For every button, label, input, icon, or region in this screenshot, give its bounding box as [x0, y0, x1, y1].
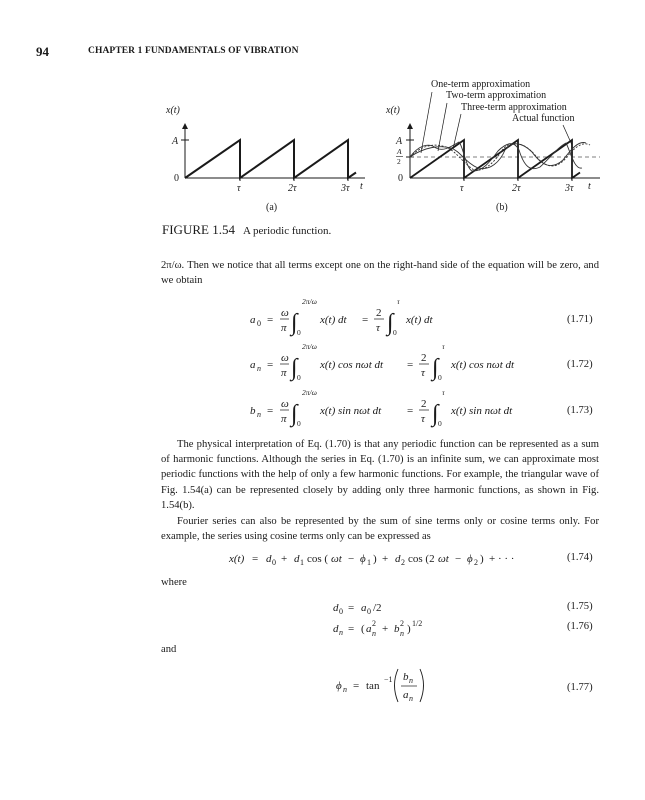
svg-text:ω: ω: [281, 398, 289, 410]
panel-b-tick-tau: τ: [460, 183, 464, 194]
svg-text:ϕ: ϕ: [360, 553, 366, 565]
panel-a-label: (a): [266, 202, 278, 213]
equations-175-176: [0, 596, 645, 646]
svg-text:2: 2: [421, 398, 427, 410]
svg-text:n: n: [257, 410, 261, 419]
svg-text:1: 1: [300, 558, 304, 567]
chapter-header: CHAPTER 1 FUNDAMENTALS OF VIBRATION: [88, 46, 299, 56]
svg-text:0: 0: [339, 607, 343, 616]
svg-text:n: n: [409, 676, 413, 685]
panel-b-tick-half-den: 2: [397, 157, 401, 166]
svg-text:): ): [373, 553, 377, 565]
panel-b-y-label: x(t): [386, 105, 400, 116]
eq-number-172: (1.72): [567, 359, 593, 370]
eq-number-176: (1.76): [567, 621, 593, 632]
svg-text:0: 0: [297, 373, 301, 382]
svg-text:∫: ∫: [291, 355, 298, 381]
svg-text:=: =: [407, 405, 414, 417]
svg-text:n: n: [343, 685, 347, 694]
equation-177: [0, 660, 645, 710]
panel-a-tick-tau: τ: [237, 183, 241, 194]
svg-text:x(t) cos nωt dt: x(t) cos nωt dt: [320, 359, 384, 371]
paragraph-interpretation: The physical interpretation of Eq. (1.70) is that any periodic function can be represented as a sum of harmonic functions. Although the series in Eq. (1.70) is an infinite sum, we can approximate most periodic functions with the help of only a few harmonic functions. For example, the triangular wave of Fig. 1.54(a) can be represented closely by adding only three harmonic functions, as shown in Fig. 1.54(b).: [161, 439, 599, 511]
annotation-three-term: Three-term approximation: [461, 102, 567, 113]
svg-text:=: =: [348, 602, 355, 614]
panel-b-tick-2tau: 2τ: [512, 183, 521, 194]
where-label: where: [161, 577, 187, 588]
svg-text:a: a: [250, 359, 256, 371]
svg-text:=: =: [252, 553, 259, 565]
svg-text:ωt: ωt: [438, 553, 449, 565]
svg-text:n: n: [339, 628, 343, 637]
panel-a-y-label: x(t): [166, 105, 180, 116]
svg-text:=: =: [353, 680, 360, 692]
svg-text:0: 0: [257, 319, 261, 328]
svg-text:1: 1: [367, 558, 371, 567]
and-label: and: [161, 644, 177, 655]
svg-text:0: 0: [272, 558, 276, 567]
panel-b: [385, 79, 600, 213]
svg-text:τ: τ: [397, 297, 400, 306]
svg-text:0: 0: [438, 373, 442, 382]
panel-a-tick-a: A: [172, 136, 179, 147]
svg-text:0: 0: [438, 419, 442, 428]
svg-text:=: =: [407, 359, 414, 371]
equations-171-173: [0, 290, 645, 430]
svg-text:x(t) dt: x(t) dt: [320, 314, 347, 326]
eq-number-173: (1.73): [567, 405, 593, 416]
svg-text:π: π: [281, 413, 287, 425]
svg-text:tan: tan: [366, 680, 380, 692]
svg-text:n: n: [400, 629, 404, 638]
svg-text:0: 0: [297, 328, 301, 337]
svg-text:2π/ω: 2π/ω: [302, 388, 317, 397]
svg-text:τ: τ: [421, 367, 425, 379]
svg-text:ωt: ωt: [331, 553, 342, 565]
panel-b-tick-0: 0: [398, 173, 403, 184]
svg-text:x(t) dt: x(t) dt: [406, 314, 433, 326]
panel-a-tick-2tau: 2τ: [288, 183, 297, 194]
panel-a-tick-3tau: 3τ: [341, 183, 350, 194]
svg-text:−: −: [348, 553, 355, 565]
svg-text:=: =: [348, 623, 355, 635]
intro-paragraph: 2π/ω. Then we notice that all terms except one on the right-hand side of the equation will be zero, and we obtain: [161, 260, 599, 287]
equation-174: [0, 545, 645, 575]
svg-text:τ: τ: [376, 322, 380, 334]
panel-b-tick-3tau: 3τ: [565, 183, 574, 194]
svg-text:−1: −1: [384, 675, 393, 684]
svg-text:x(t) sin nωt dt: x(t) sin nωt dt: [320, 405, 382, 417]
annotation-actual: Actual function: [512, 113, 575, 124]
panel-a-x-label: t: [360, 181, 363, 192]
annotation-one-term: One-term approximation: [431, 79, 531, 90]
svg-text:2π/ω: 2π/ω: [302, 342, 317, 351]
svg-text:∫: ∫: [387, 310, 394, 336]
svg-text:2: 2: [372, 619, 376, 628]
svg-text:a: a: [366, 623, 372, 635]
svg-text:): ): [407, 623, 411, 635]
eq-number-171: (1.71): [567, 314, 593, 325]
eq-number-177: (1.77): [567, 682, 593, 693]
svg-text:τ: τ: [421, 413, 425, 425]
svg-text:d: d: [333, 602, 339, 614]
svg-text:d: d: [395, 553, 401, 565]
svg-text:τ: τ: [442, 342, 445, 351]
panel-b-label: (b): [496, 202, 508, 213]
panel-a-tick-0: 0: [174, 173, 179, 184]
svg-text:2π/ω: 2π/ω: [302, 297, 317, 306]
svg-text:∫: ∫: [432, 355, 439, 381]
svg-text:=: =: [267, 405, 274, 417]
svg-text:ϕ: ϕ: [467, 553, 473, 565]
svg-text:x(t) cos nωt dt: x(t) cos nωt dt: [451, 359, 515, 371]
svg-text:∫: ∫: [291, 401, 298, 427]
svg-text:=: =: [267, 359, 274, 371]
page-number: 94: [36, 44, 49, 59]
svg-text:n: n: [409, 694, 413, 703]
svg-text:/2: /2: [373, 602, 382, 614]
svg-text:a: a: [403, 689, 409, 701]
svg-text:+: +: [382, 553, 389, 565]
svg-text:π: π: [281, 367, 287, 379]
svg-text:b: b: [394, 623, 400, 635]
annotation-two-term: Two-term approximation: [446, 90, 547, 101]
svg-text:d: d: [333, 623, 339, 635]
svg-text:2: 2: [400, 619, 404, 628]
svg-text:2: 2: [401, 558, 405, 567]
eq-number-174: (1.74): [567, 552, 593, 563]
svg-text:2: 2: [376, 307, 382, 319]
svg-text:a: a: [361, 602, 367, 614]
svg-text:0: 0: [297, 419, 301, 428]
eq-number-175: (1.75): [567, 601, 593, 612]
svg-text:∫: ∫: [432, 401, 439, 427]
svg-text:cos (: cos (: [307, 553, 329, 565]
svg-text:+ · · ·: + · · ·: [489, 553, 515, 565]
panel-b-x-label: t: [588, 181, 591, 192]
svg-text:0: 0: [367, 607, 371, 616]
svg-text:d: d: [266, 553, 272, 565]
svg-text:+: +: [382, 623, 389, 635]
figure-1-54: [0, 0, 645, 240]
svg-text:1/2: 1/2: [412, 619, 423, 628]
panel-b-tick-half-num: A: [397, 147, 402, 156]
figure-label: FIGURE 1.54: [162, 222, 235, 237]
svg-text:n: n: [372, 629, 376, 638]
svg-text:x(t): x(t): [229, 553, 245, 565]
panel-b-tick-a: A: [396, 136, 403, 147]
svg-text:=: =: [362, 314, 369, 326]
svg-text:b: b: [250, 405, 256, 417]
svg-text:2: 2: [474, 558, 478, 567]
svg-text:d: d: [294, 553, 300, 565]
svg-text:ϕ: ϕ: [336, 680, 342, 692]
svg-text:π: π: [281, 322, 287, 334]
svg-text:(: (: [361, 623, 365, 635]
figure-title: A periodic function.: [242, 225, 332, 237]
svg-text:a: a: [250, 314, 256, 326]
svg-text:=: =: [267, 314, 274, 326]
figure-caption: [162, 222, 331, 238]
svg-text:τ: τ: [442, 388, 445, 397]
svg-text:): ): [480, 553, 484, 565]
svg-text:−: −: [455, 553, 462, 565]
svg-text:2: 2: [421, 352, 427, 364]
svg-text:x(t) sin nωt dt: x(t) sin nωt dt: [451, 405, 513, 417]
svg-text:cos (2: cos (2: [408, 553, 435, 565]
svg-text:ω: ω: [281, 307, 289, 319]
panel-a: [165, 105, 365, 213]
svg-text:ω: ω: [281, 352, 289, 364]
svg-text:+: +: [281, 553, 288, 565]
svg-text:b: b: [403, 671, 409, 683]
paragraph-cosine-series: Fourier series can also be represented by the sum of sine terms only or cosine terms only. For example, the series using cosine terms only can be expressed as: [161, 516, 599, 543]
svg-text:n: n: [257, 364, 261, 373]
svg-text:∫: ∫: [291, 310, 298, 336]
svg-text:0: 0: [393, 328, 397, 337]
